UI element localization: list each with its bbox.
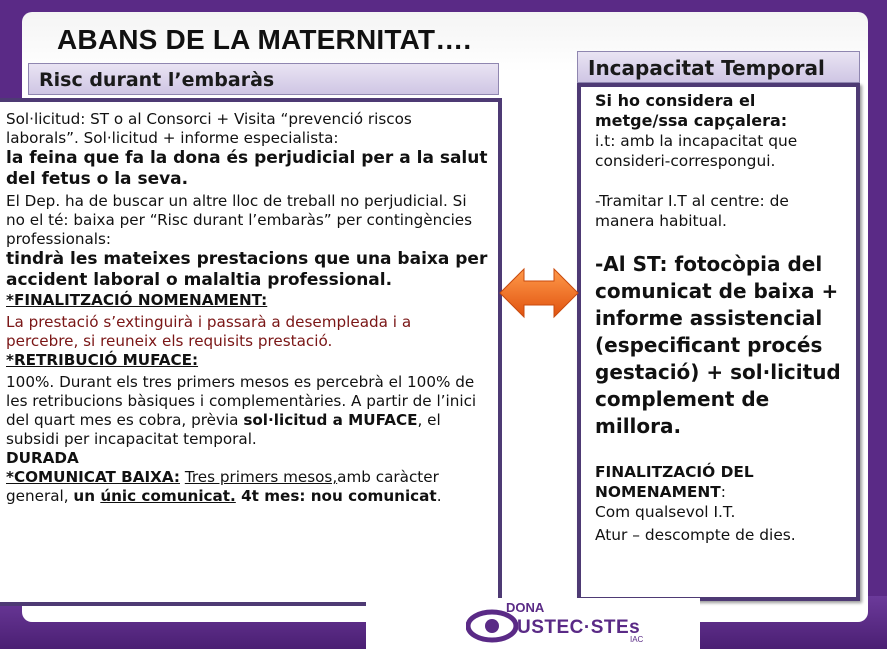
left-durada-heading: DURADA: [6, 449, 79, 467]
left-p6: [6, 373, 488, 449]
slide-title: ABANS DE LA MATERNITAT….: [57, 24, 472, 55]
incapacitat-temporal-header: Incapacitat Temporal: [577, 51, 860, 83]
right-p6: Com qualsevol I.T.: [595, 503, 736, 521]
left-p6-end: , el subsidi per incapacitat temporal.: [6, 411, 441, 448]
left-comunicat-nou: 4t mes: nou comunicat: [235, 487, 437, 505]
right-p2: i.t: amb la incapacitat que consideri-correspongui.: [595, 132, 798, 170]
right-p4: -Al ST: fotocòpia del comunicat de baixa + informe assistencial (especificant procés gestació) + sol·licitud complement de millora.: [595, 252, 841, 438]
logo-small-text: IAC: [630, 635, 644, 644]
left-comunicat-unic: únic comunicat.: [100, 487, 236, 505]
left-p3: El Dep. ha de buscar un altre lloc de treball no perjudicial. Si no el té: baixa per “Risc durant l’embaràs” per contingències professionals:: [6, 192, 473, 248]
risc-embaras-header: Risc durant l’embaràs: [28, 63, 499, 95]
left-panel: [0, 98, 502, 606]
left-p2: la feina que fa la dona és perjudicial per a la salut del fetus o la seva.: [6, 148, 488, 189]
left-p1: Sol·licitud: ST o al Consorci + Visita “prevenció riscos laborals”. Sol·licitud + informe especialista:: [6, 110, 412, 147]
eye-logo-icon: [466, 608, 518, 644]
left-comunicat-text: amb caràcter general,: [6, 468, 439, 505]
left-comunicat-end: .: [436, 487, 442, 505]
right-p5-end: :: [720, 483, 726, 501]
right-p1: Si ho considera el metge/ssa capçalera:: [595, 91, 788, 130]
left-p6-bold: sol·licitud a MUFACE: [243, 411, 418, 429]
right-panel: [577, 83, 860, 601]
left-comunicat: [6, 468, 488, 506]
right-p5-bold: FINALITZACIÓ DEL NOMENAMENT: [595, 463, 754, 501]
left-comunicat-heading: *COMUNICAT BAIXA:: [6, 468, 180, 486]
left-finalitzacio-heading: *FINALITZACIÓ NOMENAMENT:: [6, 291, 268, 309]
double-arrow-icon: [498, 265, 580, 321]
logo-word: USTEC·STEs: [517, 617, 641, 638]
right-p5: [595, 462, 848, 502]
right-p7: Atur – descompte de dies.: [595, 526, 796, 544]
left-comunicat-underline: Tres primers mesos,: [184, 468, 338, 486]
left-comunicat-bold: un: [73, 487, 101, 505]
logo-dona-text: DONA: [506, 600, 545, 615]
left-retribucio-heading: *RETRIBUCIÓ MUFACE:: [6, 351, 199, 369]
left-p4: tindrà les mateixes prestacions que una baixa per accident laboral o malaltia professional.: [6, 249, 488, 290]
left-p5: La prestació s’extinguirà i passarà a desempleada i a percebre, si reuneix els requisits prestació.: [6, 313, 412, 350]
right-p3: -Tramitar I.T al centre: de manera habitual.: [595, 192, 789, 230]
left-p6-text: 100%. Durant els tres primers mesos es percebrà el 100% de les retribucions bàsiques i complementàries. A partir de l’inici del quart mes es cobra, prèvia: [6, 373, 477, 429]
